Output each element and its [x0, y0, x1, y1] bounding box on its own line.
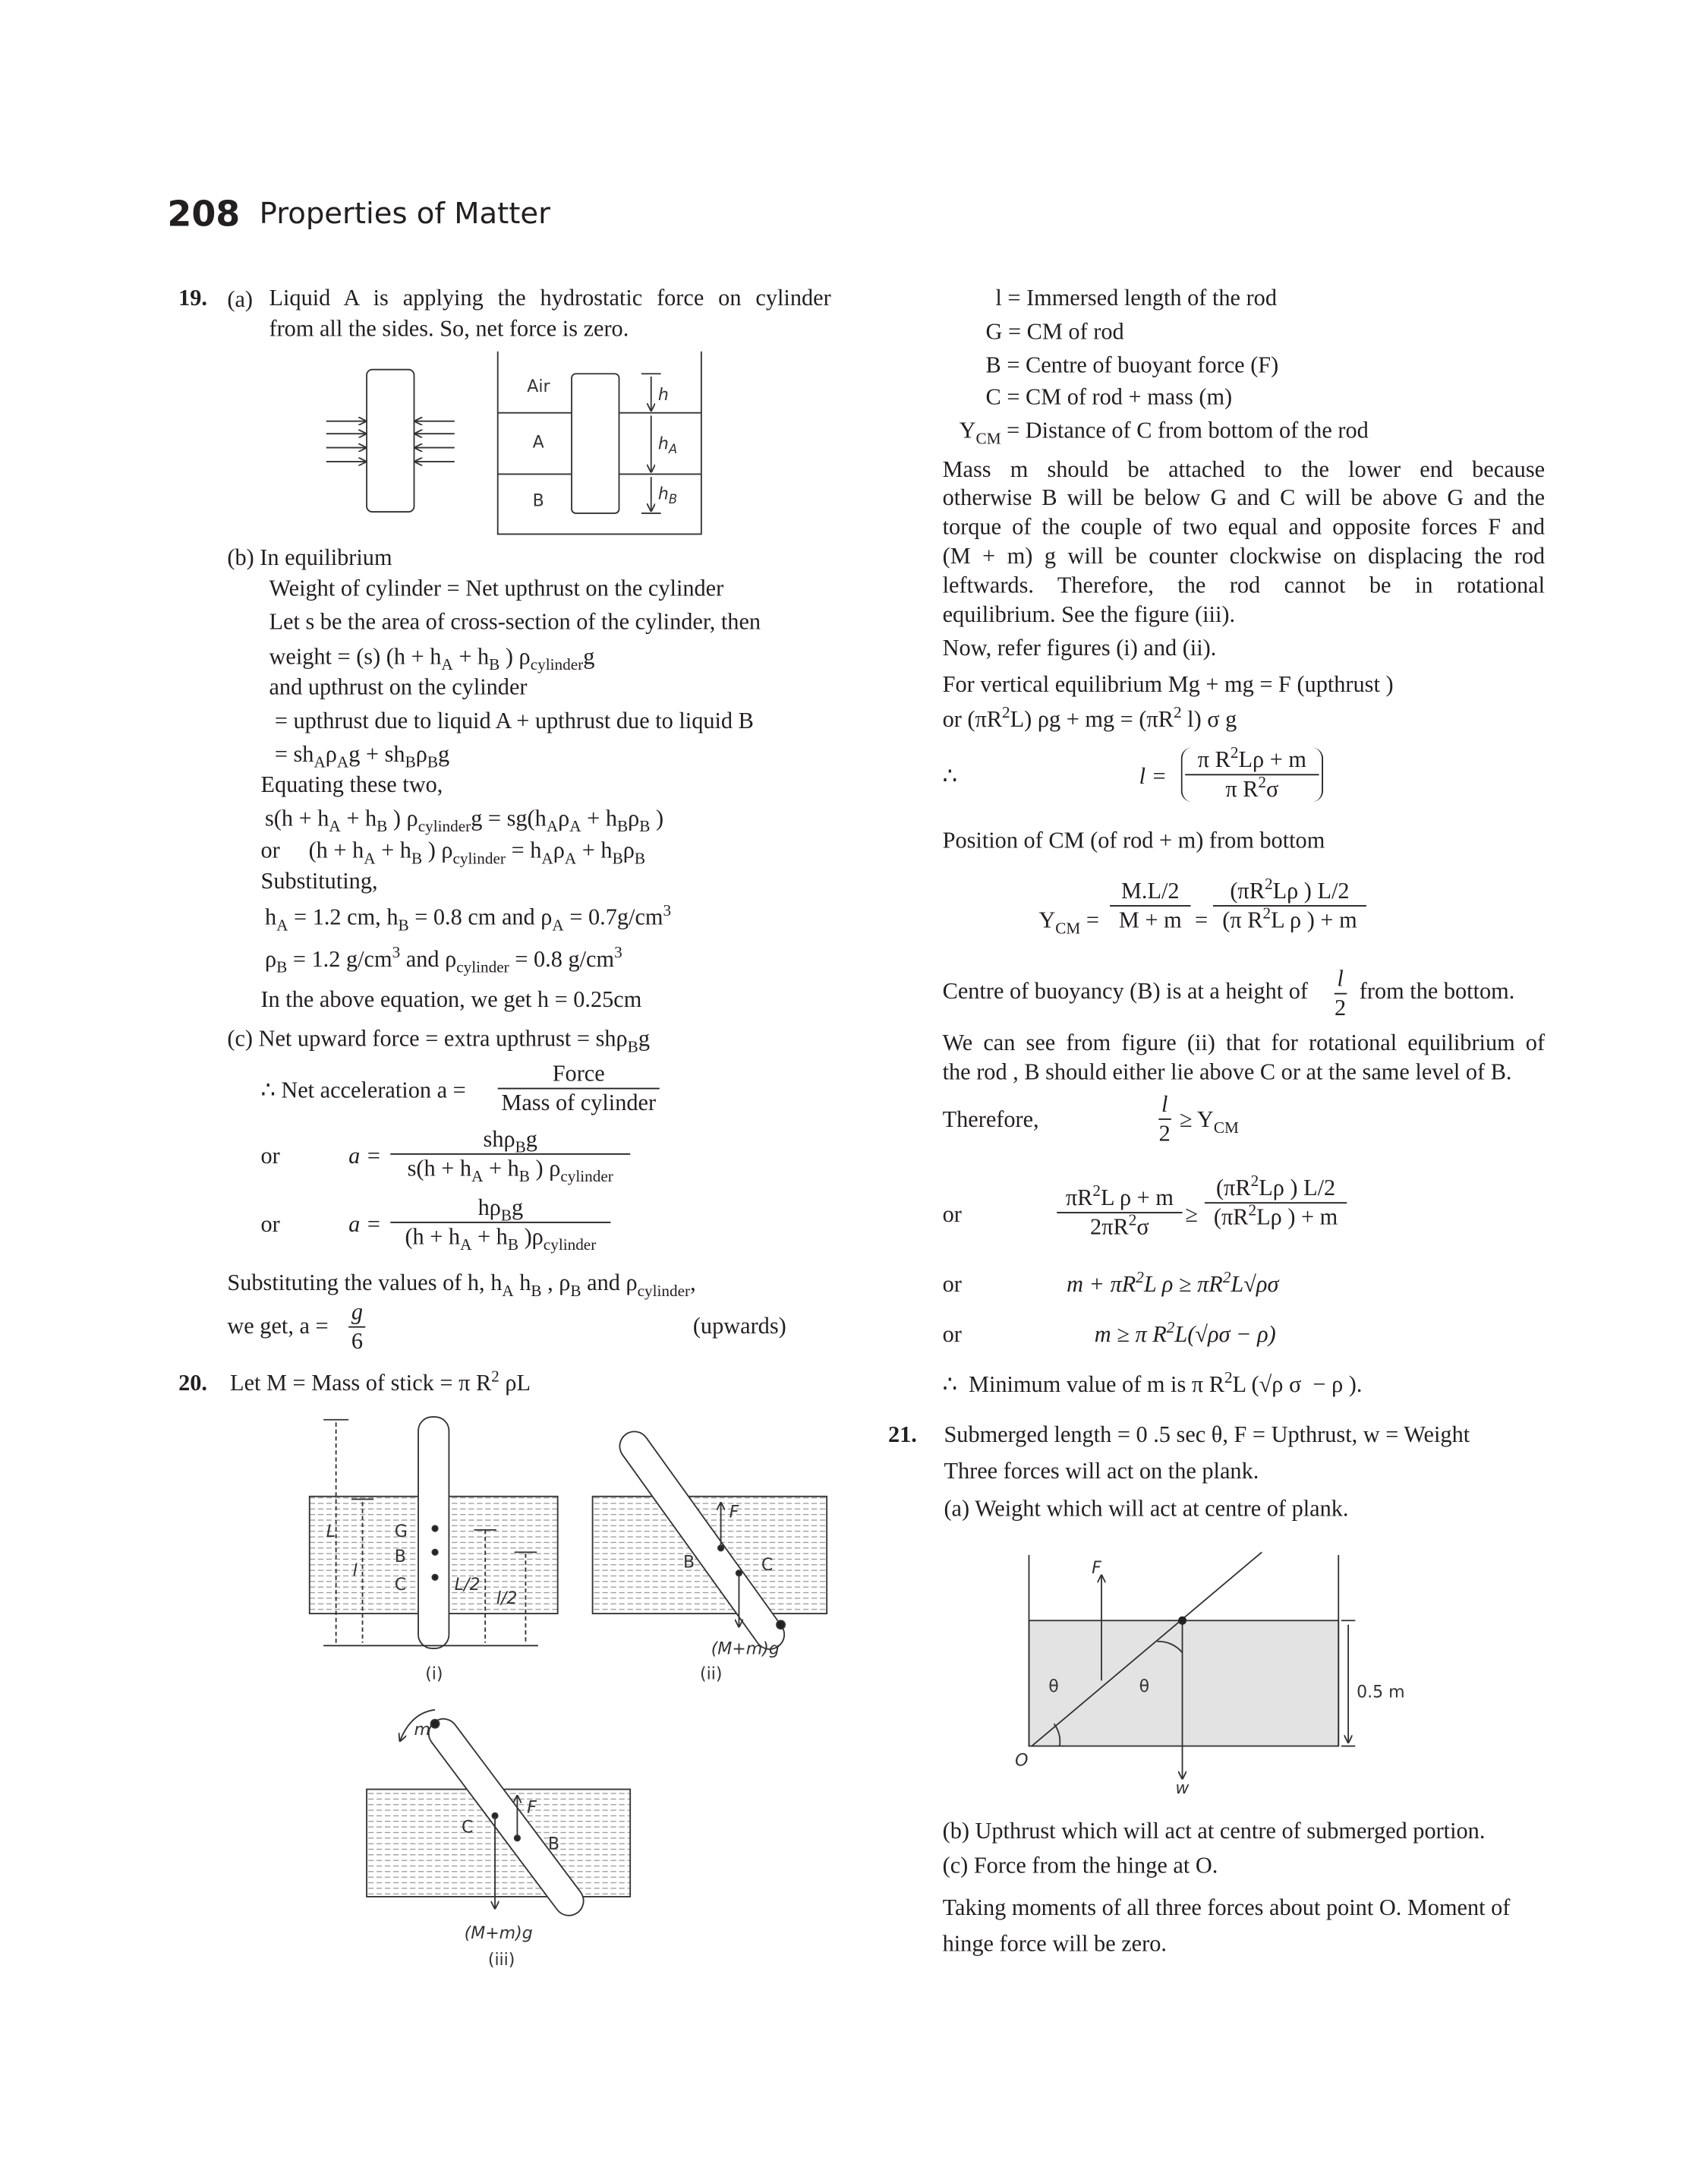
label-L-half: L/2 — [454, 1575, 481, 1595]
label-ha: $h_A$ — [657, 434, 678, 456]
minimum-value: ∴ Minimum value of m is π $R^2L$ (√ρ σ − ρ ). — [942, 1370, 1363, 1398]
q19-c-line: (c) Net upward force = extra upthrust = shρ$_B$g — [227, 1024, 650, 1056]
label-f: F — [729, 1503, 739, 1522]
label-b: B — [547, 1834, 559, 1854]
label-theta: θ — [1139, 1677, 1150, 1696]
page-title: Properties of Matter — [259, 196, 551, 231]
caption-i: (i) — [425, 1664, 443, 1684]
fraction-ycm-1: $\frac{M.L/2}{M + m}$ — [1110, 879, 1191, 933]
equals: = — [1195, 906, 1209, 933]
paragraph-line: the rod , B should either lie above C or at the same level of B. — [942, 1058, 1512, 1085]
acc-label: ∴ Net acceleration a = — [260, 1076, 466, 1103]
q21-line: Taking moments of all three forces about point O. Moment of — [942, 1894, 1511, 1921]
definition: G = CM of rod — [985, 317, 1124, 345]
label-f: F — [1092, 1558, 1101, 1578]
paragraph-line: otherwise B will be below G and C will be above G and the — [942, 484, 1546, 511]
q19-b-line: weight = (s) ($h + h_A + h_B$ ) $\rho_{cylinder}g$ — [269, 642, 595, 674]
refer-line: Now, refer figures (i) and (ii). — [942, 634, 1217, 661]
page-number: 208 — [167, 194, 241, 235]
q20-line: Let M = Mass of stick = π $R^2$ ρL — [230, 1368, 531, 1396]
paragraph-line: torque of the couple of two equal and opposite forces F and — [942, 513, 1546, 540]
position-cm: Position of CM (of rod + m) from bottom — [942, 827, 1325, 854]
paragraph-line: (M + m) g will be counter clockwise on displacing the rod — [942, 542, 1546, 569]
fraction-force-mass: Force Mass of cylinder — [498, 1062, 660, 1116]
paragraph-line: We can see from figure (ii) that for rotational equilibrium of — [942, 1029, 1546, 1056]
label-o: O — [1015, 1751, 1029, 1771]
question-number-21: 21. — [887, 1421, 917, 1448]
or-label: or — [942, 1320, 962, 1348]
result-label: we get, a = — [227, 1312, 329, 1339]
subst-line: Substituting the values of h, $h_A$ $h_B$ , $\rho_B$ and $\rho_{cylinder}$, — [227, 1269, 696, 1301]
fraction-ineq2-right: $\frac{(\pi R^2L\rho ) L/2}{(\pi R^2L\rho ) + m}$ — [1205, 1175, 1347, 1230]
q21-line: Submerged length = 0 .5 sec θ, F = Upthrust, w = Weight — [944, 1421, 1470, 1448]
question-number-19: 19. — [178, 284, 207, 311]
definition: B = Centre of buoyant force (F) — [985, 351, 1279, 378]
therefore-word: Therefore, — [942, 1106, 1039, 1133]
a-equals: a = — [348, 1210, 382, 1238]
fraction-l-half: $\frac{l}{2}$ — [1158, 1090, 1171, 1147]
label-c: C — [394, 1575, 407, 1595]
q19-b-line: Equating these two, — [260, 771, 443, 798]
a-equals: a = — [348, 1142, 382, 1169]
q19-b-line: Substituting, — [260, 867, 378, 894]
q19-b-line: and upthrust on the cylinder — [269, 674, 528, 701]
label-liquid-b: B — [532, 491, 544, 511]
fraction-ycm-2: $\frac{(\pi R^2L\rho ) L/2}{(\pi R^2L \rho ) + m}$ — [1213, 879, 1366, 933]
l-equals: l = — [1139, 762, 1168, 790]
label-air: Air — [527, 377, 550, 397]
fraction-l: $\frac{\pi R^2L\rho + m}{\pi R^2\sigma}$ — [1181, 747, 1323, 802]
definition: l = Immersed length of the rod — [995, 284, 1277, 311]
q19-b-line: In the above equation, we get h = 0.25cm — [260, 986, 642, 1013]
label-depth: 0.5 m — [1357, 1683, 1405, 1702]
part-a-label: (a) — [227, 285, 254, 313]
or-eq: or $(\pi R^2L) \rho g$ + mg = ($\pi R^2$ l) σ g — [942, 705, 1237, 733]
ineq1-rhs: ≥ $Y_{CM}$ — [1179, 1106, 1239, 1137]
q19-a-text: from all the sides. So, net force is zero. — [269, 315, 629, 342]
label-b: B — [394, 1547, 406, 1567]
label-c: C — [761, 1556, 774, 1576]
q19-b-line: $s(h + h_A + h_B$ ) $\rho_{cylinder}g = sg(h_A\rho_A + h_B\rho_B$ ) — [264, 804, 664, 836]
fraction-l-half: $\frac{l}{2}$ — [1335, 964, 1347, 1021]
label-l-half: l/2 — [496, 1589, 518, 1609]
q21-line: (a) Weight which will act at centre of plank. — [944, 1494, 1349, 1522]
label-L: L — [326, 1522, 336, 1542]
label-b: B — [682, 1553, 695, 1573]
label-w: w — [1175, 1778, 1190, 1798]
part-b-label: (b) In equilibrium — [227, 544, 392, 571]
q21-line: (b) Upthrust which will act at centre of submerged portion. — [942, 1817, 1486, 1844]
label-c: C — [461, 1818, 474, 1838]
definition: C = CM of rod + mass (m) — [985, 383, 1233, 410]
q21-line: Three forces will act on the plank. — [944, 1457, 1259, 1484]
caption-iii: (iii) — [487, 1950, 515, 1970]
label-m: m — [414, 1720, 430, 1740]
ineq4: m ≥ π $R^2L(√\rho\sigma - \rho)$ — [1094, 1320, 1276, 1348]
q19-a-text: Liquid A is applying the hydrostatic force on cylinder — [269, 284, 831, 311]
label-weight: (M+m)g — [464, 1924, 533, 1944]
label-l: l — [352, 1561, 358, 1581]
label-h: h — [657, 386, 669, 405]
label-weight: (M+m)g — [711, 1639, 780, 1659]
caption-ii: (ii) — [700, 1664, 723, 1684]
q19-b-line: Weight of cylinder = Net upthrust on the cylinder — [269, 574, 724, 601]
geq: ≥ — [1185, 1200, 1198, 1228]
q19-b-line: = upthrust due to liquid A + upthrust due to liquid B — [274, 707, 754, 734]
fraction-acc-3: $h\rho_Bg$ ($h + h_A + h_B$ )$\rho_{cylinder}$ — [390, 1195, 610, 1250]
result-note: (upwards) — [692, 1312, 786, 1339]
fraction-ineq2-left: $\frac{\pi R^2L \rho + m}{2\pi R^2\sigma}$ — [1057, 1185, 1182, 1240]
fraction-g-6: $\frac{g}{6}$ — [348, 1300, 365, 1355]
label-theta: θ — [1048, 1677, 1059, 1696]
paragraph-line: equilibrium. See the figure (iii). — [942, 601, 1236, 628]
therefore-symbol: ∴ — [942, 762, 957, 790]
or-label: or — [260, 1210, 280, 1238]
or-label: or — [942, 1270, 962, 1298]
buoyancy-text: Centre of buoyancy (B) is at a height of — [942, 977, 1308, 1005]
paragraph-line: Mass m should be attached to the lower end because — [942, 456, 1546, 483]
or-label: or — [260, 1142, 280, 1169]
ineq3: $m + \pi R^2L$ $\rho \ge \pi R^2L√\rho\sigma$ — [1067, 1270, 1279, 1298]
q19-b-line: = $sh_A\rho_Ag + sh_B\rho_Bg$ — [274, 740, 450, 772]
q19-b-line: $h_A = 1.2$ cm, $h_B = 0.8$ cm and $\rho_A = 0.7g/cm^3$ — [264, 903, 672, 935]
label-g: G — [394, 1522, 408, 1542]
vertical-eq: For vertical equilibrium Mg + mg = F (upthrust ) — [942, 670, 1394, 698]
q21-line: hinge force will be zero. — [942, 1929, 1167, 1957]
ycm-label: $Y_{CM}$ = — [1038, 906, 1099, 938]
question-number-20: 20. — [178, 1369, 207, 1396]
fraction-acc-2: shρ$_B$g $s(h + h_A + h_B$ ) $\rho_{cylinder}$ — [390, 1127, 630, 1181]
paragraph-line: leftwards. Therefore, the rod cannot be in rotational — [942, 572, 1546, 598]
buoyancy-text: from the bottom. — [1359, 977, 1515, 1005]
definition: $Y_{CM}$ = Distance of C from bottom of the rod — [959, 417, 1369, 449]
q19-b-line: or ($h + h_A + h_B$ ) $\rho_{cylinder} = h_A\rho_A + h_B\rho_B$ — [260, 837, 646, 868]
q19-b-line: $\rho_B = 1.2$ $g/cm^3$ and $\rho_{cylinder} = 0.8$ $g/cm^3$ — [264, 945, 622, 977]
or-label: or — [942, 1200, 962, 1228]
label-liquid-a: A — [532, 433, 544, 453]
q19-b-line: Let s be the area of cross-section of the cylinder, then — [269, 607, 761, 635]
label-hb: $h_B$ — [657, 484, 678, 507]
label-f: F — [527, 1798, 537, 1818]
q21-line: (c) Force from the hinge at O. — [942, 1852, 1218, 1879]
